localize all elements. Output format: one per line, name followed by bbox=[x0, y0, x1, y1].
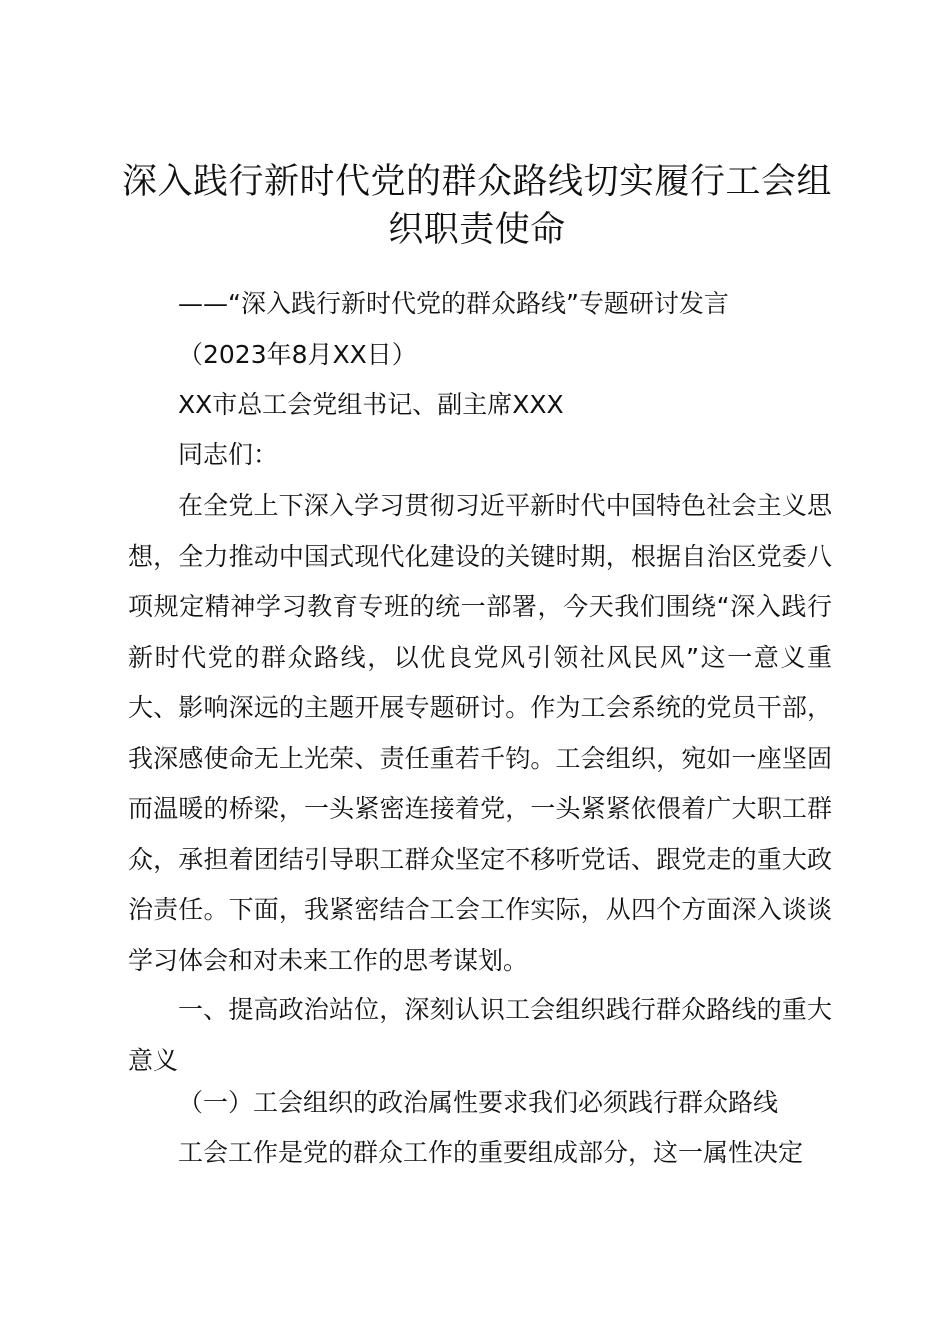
body-paragraph-partial: 工会工作是党的群众工作的重要组成部分，这一属性决定 bbox=[178, 1138, 804, 1167]
subsection-heading-1: （一）工会组织的政治属性要求我们必须践行群众路线 bbox=[178, 1088, 779, 1117]
salutation: 同志们： bbox=[178, 440, 279, 469]
body-paragraph-intro: 在全党上下深入学习贯彻习近平新时代中国特色社会主义思想，全力推动中国式现代化建设的关键时期，根据自治区党委八项规定精神学习教育专班的统一部署，今天我们围绕“深入践行新时代党的群众路线，以优良党风引领社风民风”这一意义重大、影响深远的主题开展专题研讨。作为工会系统的党员干部，我深感使命无上光荣、责任重若千钧。工会组织，宛如一座坚固而温暖的桥梁，一头紧密连接着党，一头紧紧依偎着广大职工群众，承担着团结引导职工群众坚定不移听党话、跟党走的重大政治责任。下面，我紧密结合工会工作实际，从四个方面深入谈谈学习体会和对未来工作的思考谋划。 bbox=[128, 491, 832, 975]
document-subtitle: ——“深入践行新时代党的群众路线”专题研讨发言 bbox=[178, 289, 729, 318]
document-date: （2023年8月XX日） bbox=[178, 340, 417, 369]
document-speaker: XX市总工会党组书记、副主席XXX bbox=[178, 390, 564, 419]
section-heading-1: 一、提高政治站位，深刻认识工会组织践行群众路线的重大意义 bbox=[128, 995, 832, 1075]
document-title: 深入践行新时代党的群众路线切实履行工会组织职责使命 bbox=[121, 162, 832, 250]
